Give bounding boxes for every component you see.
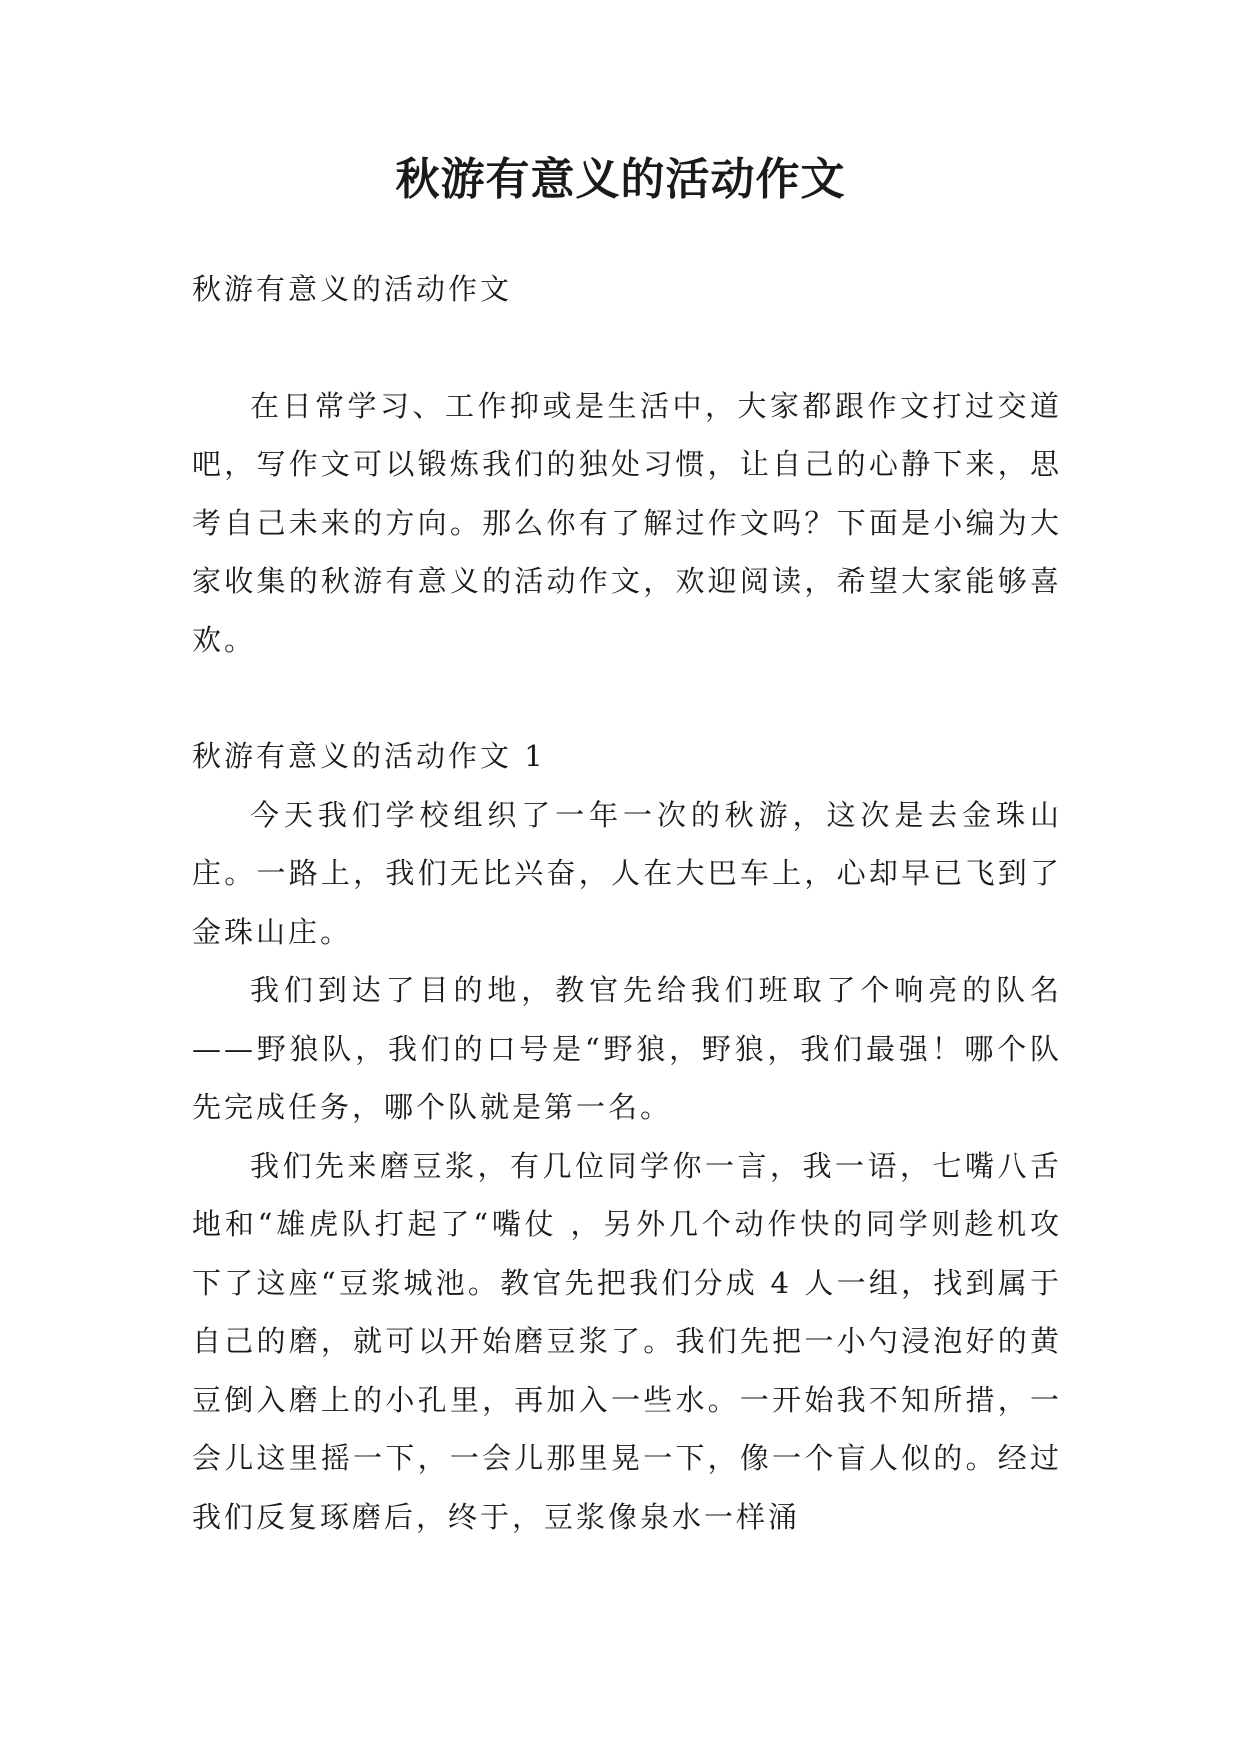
spacer	[192, 669, 1062, 727]
document-body	[192, 260, 1062, 1546]
spacer	[192, 319, 1062, 377]
body-paragraph: 我们到达了目的地，教官先给我们班取了个响亮的队名——野狼队，我们的口号是“野狼，野狼，我们最强！哪个队先完成任务，哪个队就是第一名。	[192, 973, 1062, 1124]
document-title: 秋游有意义的活动作文	[395, 154, 846, 205]
intro-paragraph: 在日常学习、工作抑或是生活中，大家都跟作文打过交道吧，写作文可以锻炼我们的独处习惯，让自己的心静下来，思考自己未来的方向。那么你有了解过作文吗？下面是小编为大家收集的秋游有意义的活动作文，欢迎阅读，希望大家能够喜欢。	[192, 388, 1062, 657]
body-paragraph: 今天我们学校组织了一年一次的秋游，这次是去金珠山庄。一路上，我们无比兴奋，人在大巴车上，心却早已飞到了金珠山庄。	[192, 797, 1062, 949]
body-paragraph: 我们先来磨豆浆，有几位同学你一言，我一语，七嘴八舌地和“雄虎队打起了“嘴仗 ，另外几个动作快的同学则趁机攻下了这座“豆浆城池。教官先把我们分成 4 人一组，找到属于自己的磨，就可以开始磨豆浆了。我们先把一小勺浸泡好的黄豆倒入磨上的小孔里，再加入一些水。一开始我不知所措，一会儿这里摇一下，一会儿那里晃一下，像一个盲人似的。经过我们反复琢磨后，终于，豆浆像泉水一样涌	[192, 1148, 1062, 1534]
document-subtitle: 秋游有意义的活动作文	[192, 272, 513, 306]
section-heading: 秋游有意义的活动作文 1	[192, 739, 546, 773]
